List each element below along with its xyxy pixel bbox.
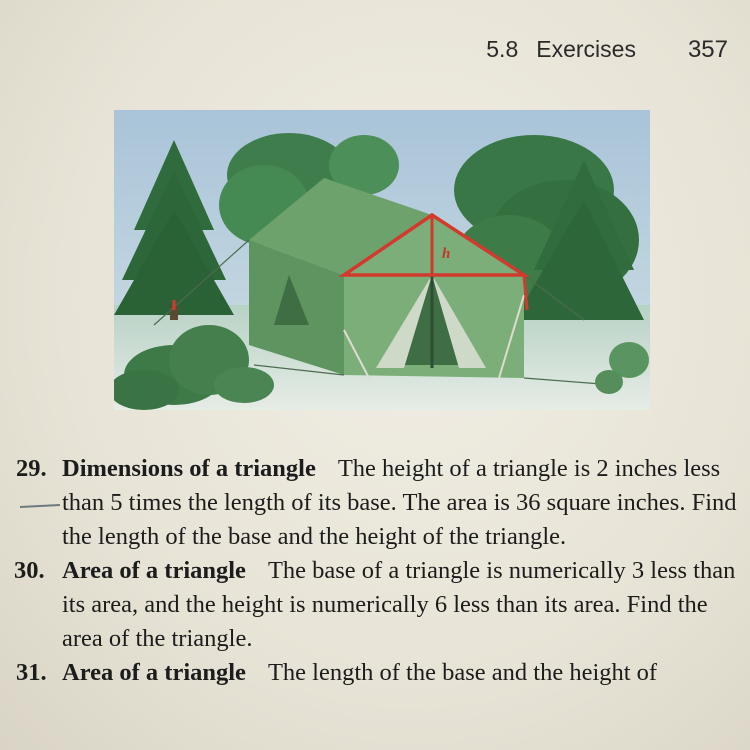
section-title: Exercises: [536, 36, 636, 62]
exercise-text: The height of a triangle is 2 inches less than 5 times the length of its base. The area is 36 square inches. Find the length of the base and the height of the triangle.: [62, 455, 737, 550]
exercise-number: 31.: [16, 659, 47, 686]
tent-scene-svg: [114, 110, 650, 410]
section-number: 5.8: [486, 36, 519, 62]
exercise-list: [16, 452, 746, 690]
exercise-number: 30.: [14, 557, 45, 584]
exercise-title: Dimensions of a triangle: [62, 455, 316, 482]
exercise-text: The length of the base and the height of: [267, 659, 658, 686]
page-number: 357: [687, 36, 728, 63]
exercise-29: [16, 452, 746, 554]
height-label: h: [442, 246, 451, 262]
exercise-text: The base of a triangle is numerically 3 less than its area, and the height is numerically 6 less than its area. Find the area of the triangle.: [62, 557, 736, 652]
running-header: [486, 36, 728, 64]
exercise-30: [16, 554, 746, 656]
exercise-number: 29.: [16, 455, 47, 482]
exercise-title: Area of a triangle: [62, 557, 246, 584]
tent-illustration: [114, 110, 650, 410]
exercise-title: Area of a triangle: [62, 659, 246, 686]
exercise-31: [16, 656, 746, 690]
